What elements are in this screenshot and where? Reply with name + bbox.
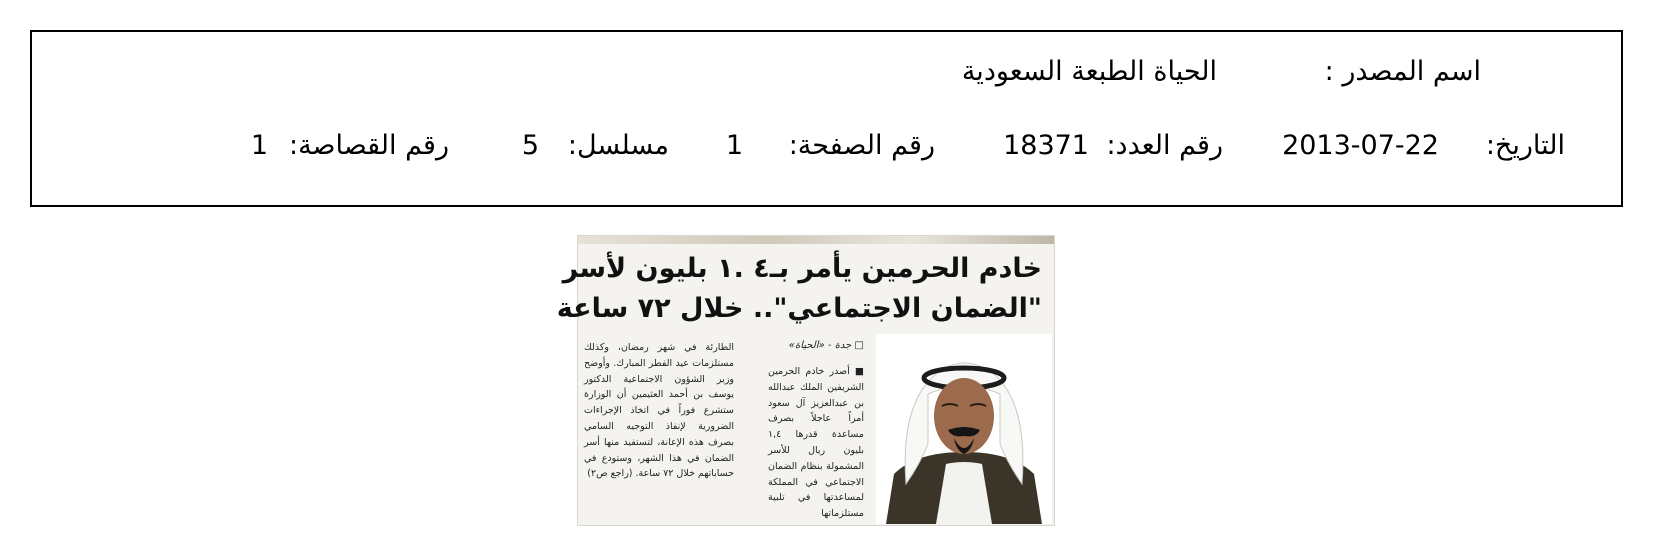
issue-label: رقم العدد:: [1106, 130, 1223, 161]
issue-value: 18371: [1003, 130, 1089, 161]
serial-label: مسلسل:: [567, 130, 669, 161]
clipping-dateline: □ جدة - «الحياة»: [788, 340, 864, 351]
clipping-column-left: الطارئة في شهر رمضان، وكذلك مستلزمات عيد الفطر المبارك. وأوضح وزير الشؤون الاجتماعية الدكتور يوسف بن أحمد العثيمين أن الوزارة ستشرع فوراً في اتخاذ الإجراءات الضرورية لإنفاذ التوجيه السامي بصرف هذه الإعانة، لتستفيد منها أسر الضمان في هذا الشهر، وستودع في حساباتهم خلال ٧٢ ساعة. (راجع ص٢): [584, 342, 734, 480]
clipping-top-strip: [578, 236, 1054, 244]
date-label: التاريخ:: [1485, 130, 1565, 161]
clipping-headline-line2: "الضمان الاجتماعي".. خلال ٧٢ ساعة: [556, 293, 1042, 324]
page-label: رقم الصفحة:: [788, 130, 935, 161]
source-label: اسم المصدر :: [1324, 56, 1481, 87]
king-portrait-photo: [876, 334, 1052, 524]
clip-value: 1: [250, 130, 268, 161]
clip-label: رقم القصاصة:: [288, 130, 449, 161]
source-value: الحياة الطبعة السعودية: [961, 56, 1217, 87]
serial-value: 5: [521, 130, 539, 161]
clipping-column-right: ■ أصدر خادم الحرمين الشريفين الملك عبدالله بن عبدالعزيز آل سعود أمراً عاجلاً بصرف مساعدة قدرها ١,٤ بليون ريال للأسر المشمولة بنظام الضمان الاجتماعي في المملكة لمساعدتها في تلبية مستلزماتها: [768, 366, 864, 520]
newspaper-clipping: [556, 235, 1055, 526]
page-value: 1: [725, 130, 743, 161]
date-value: 2013-07-22: [1282, 130, 1439, 161]
clipping-headline-line1: خادم الحرمين يأمر بـ٤ .١ بليون لأسر: [562, 253, 1042, 284]
